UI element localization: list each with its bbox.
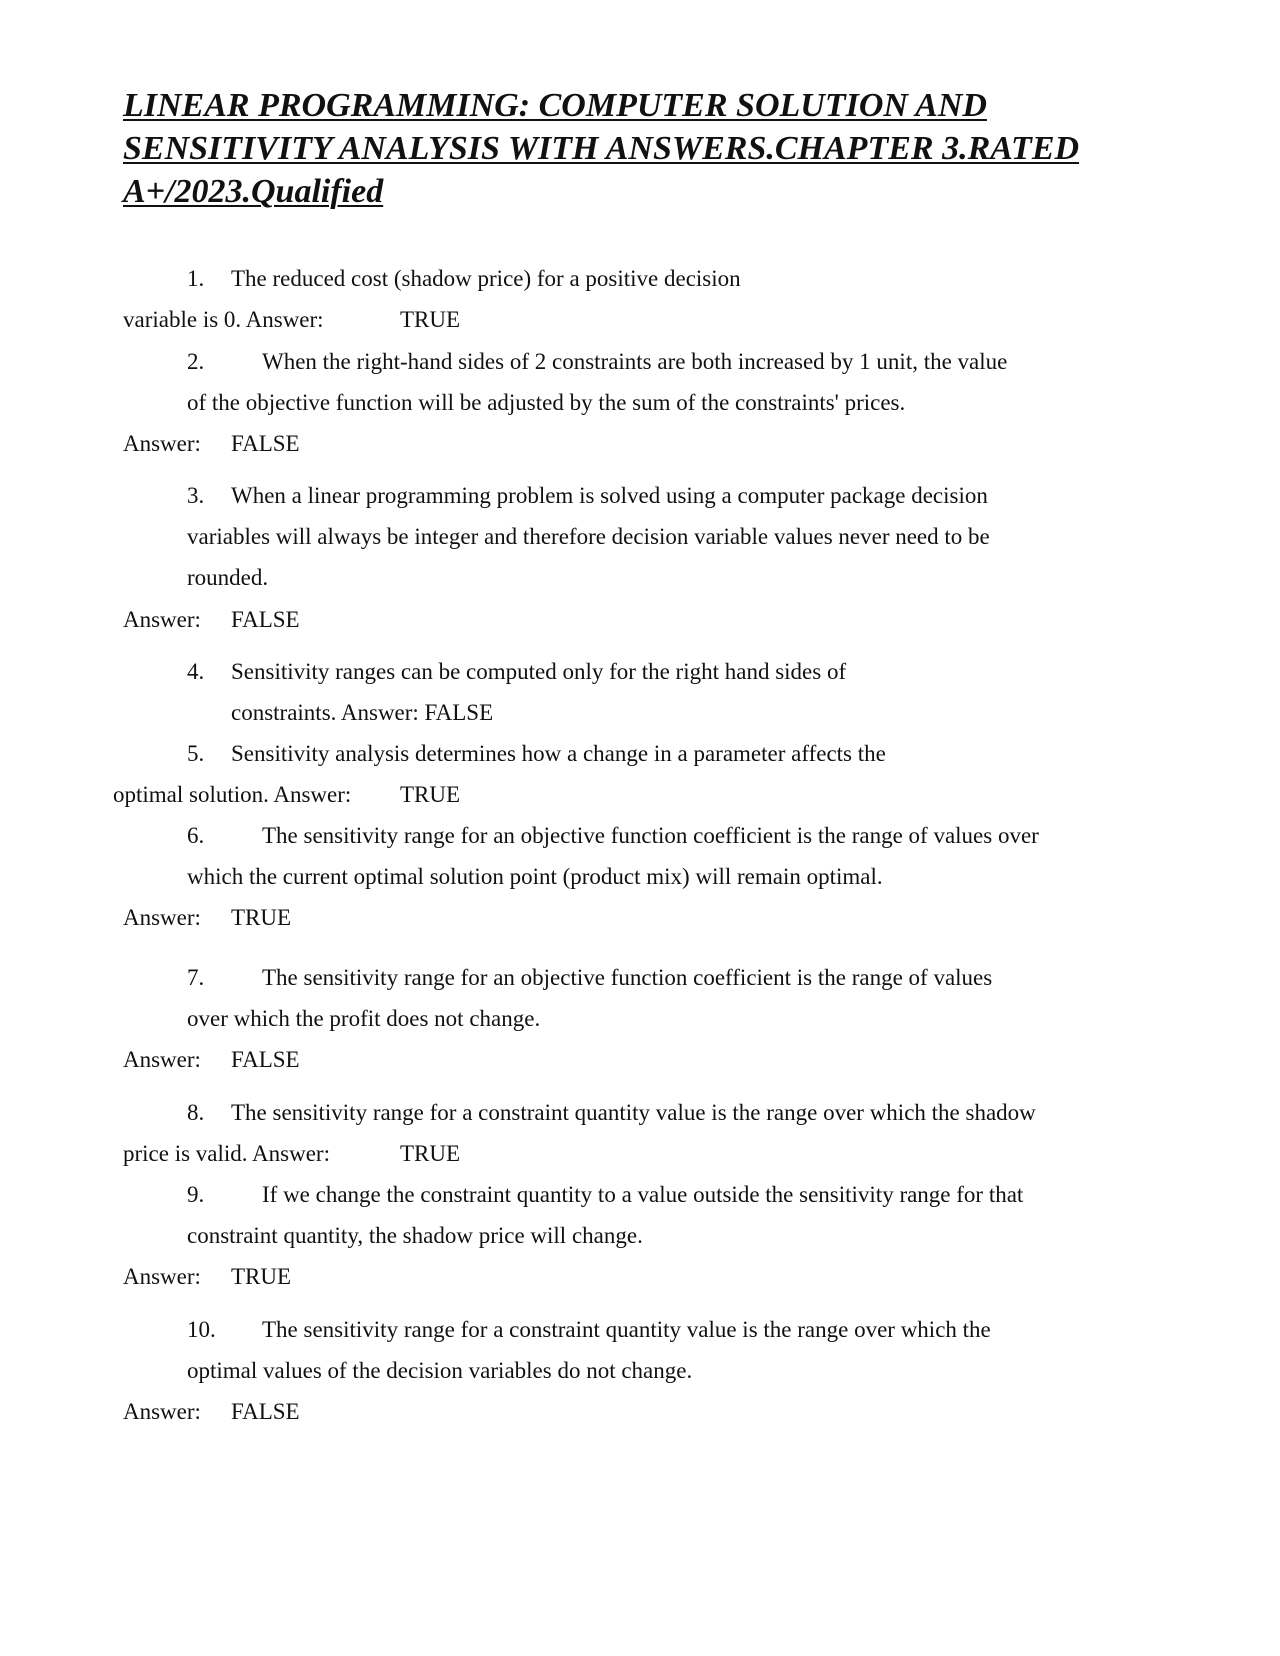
- question-text: The sensitivity range for a constraint quantity value is the range over which the shadow: [231, 1100, 1036, 1125]
- answer-label: Answer:: [123, 905, 201, 930]
- question-number: 4.: [187, 659, 205, 684]
- question-text: optimal solution. Answer:: [113, 782, 352, 807]
- question-text: over which the profit does not change.: [187, 1006, 541, 1031]
- question-text: rounded.: [187, 565, 269, 590]
- answer-value: FALSE: [231, 1047, 300, 1072]
- question-text: The sensitivity range for an objective function coefficient is the range of values over: [262, 823, 1039, 848]
- question-text: variable is 0. Answer:: [123, 307, 324, 332]
- answer-value: TRUE: [400, 782, 461, 807]
- question-text: When a linear programming problem is solved using a computer package decision: [231, 483, 988, 508]
- answer-label: Answer:: [123, 607, 201, 632]
- document-title: LINEAR PROGRAMMING: COMPUTER SOLUTION AND SENSITIVITY ANALYSIS WITH ANSWERS.CHAPTER 3.RATED A+/2023.Qualified: [123, 87, 1080, 210]
- question-text: If we change the constraint quantity to a value outside the sensitivity range for that: [262, 1182, 1024, 1207]
- answer-value: TRUE: [231, 1264, 292, 1289]
- question-number: 1.: [187, 266, 205, 291]
- answer-label: Answer:: [123, 1264, 201, 1289]
- question-text: optimal values of the decision variables do not change.: [187, 1358, 693, 1383]
- question-number: 6.: [187, 823, 205, 848]
- question-number: 3.: [187, 483, 205, 508]
- question-text: price is valid. Answer:: [123, 1141, 330, 1166]
- question-text: The sensitivity range for a constraint quantity value is the range over which the: [262, 1317, 991, 1342]
- question-text: constraints. Answer: FALSE: [231, 700, 494, 725]
- answer-value: FALSE: [231, 1399, 300, 1424]
- answer-value: TRUE: [400, 1141, 461, 1166]
- answer-label: Answer:: [123, 431, 201, 456]
- answer-label: Answer:: [123, 1047, 201, 1072]
- answer-value: TRUE: [231, 905, 292, 930]
- answer-value: FALSE: [231, 431, 300, 456]
- question-text: When the right-hand sides of 2 constraints are both increased by 1 unit, the value: [262, 349, 1008, 374]
- question-number: 8.: [187, 1100, 205, 1125]
- question-text: The reduced cost (shadow price) for a positive decision: [231, 266, 741, 291]
- question-number: 9.: [187, 1182, 205, 1207]
- question-number: 10.: [187, 1317, 216, 1342]
- question-number: 5.: [187, 741, 205, 766]
- question-text: Sensitivity ranges can be computed only for the right hand sides of: [231, 659, 847, 684]
- question-text: which the current optimal solution point (product mix) will remain optimal.: [187, 864, 883, 889]
- question-text: variables will always be integer and therefore decision variable values never need to be: [187, 524, 990, 549]
- question-number: 2.: [187, 349, 205, 374]
- question-number: 7.: [187, 965, 205, 990]
- question-text: Sensitivity analysis determines how a change in a parameter affects the: [231, 741, 886, 766]
- answer-value: TRUE: [400, 307, 461, 332]
- answer-value: FALSE: [231, 607, 300, 632]
- question-text: The sensitivity range for an objective function coefficient is the range of values: [262, 965, 993, 990]
- question-text: constraint quantity, the shadow price will change.: [187, 1223, 643, 1248]
- answer-label: Answer:: [123, 1399, 201, 1424]
- question-text: of the objective function will be adjusted by the sum of the constraints' prices.: [187, 390, 906, 415]
